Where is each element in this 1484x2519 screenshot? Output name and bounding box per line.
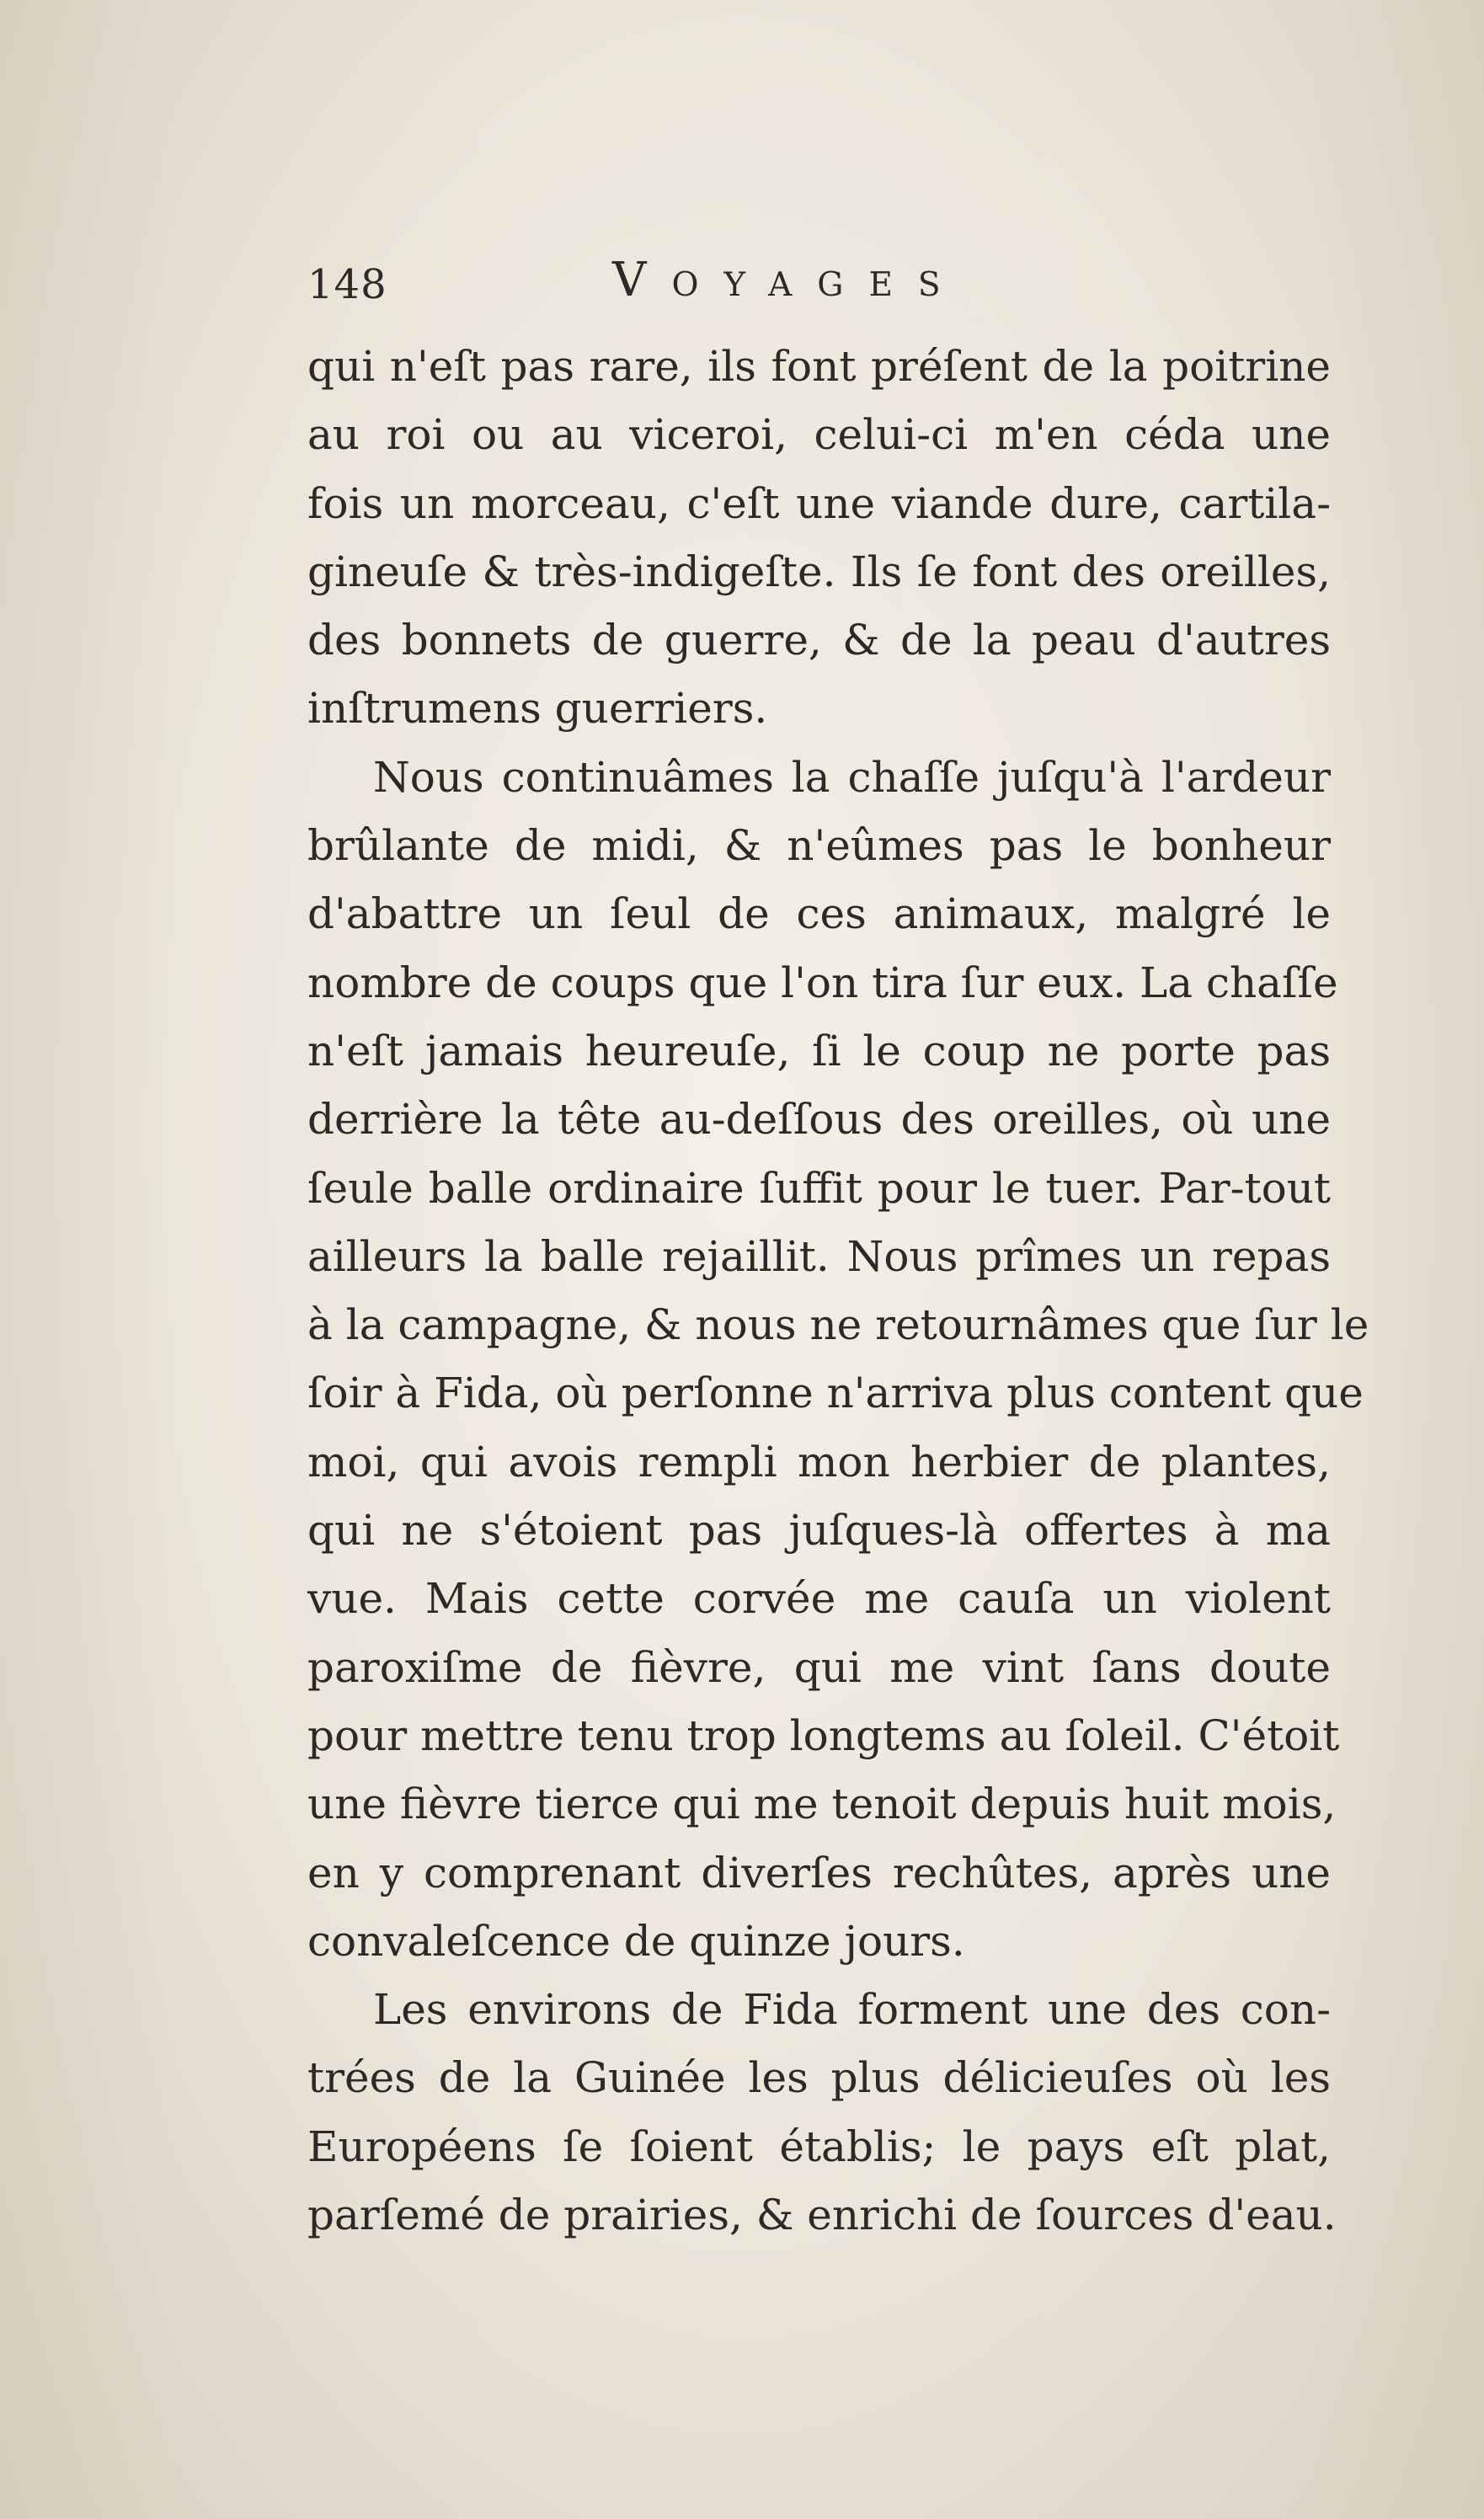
paragraph-3 bbox=[307, 1976, 1337, 2249]
text-line: une fièvre tierce qui me tenoit depuis huit mois, bbox=[307, 1780, 1337, 1829]
text-line: inſtrumens guerriers. bbox=[307, 684, 768, 734]
text-line: convaleſcence de quinze jours. bbox=[307, 1916, 965, 1966]
text-line: au roi ou au viceroi, celui-ci m'en céda une bbox=[307, 410, 1331, 460]
text-line: derrière la tête au-deſſous des oreilles, où une bbox=[307, 1095, 1331, 1145]
paragraph-1 bbox=[307, 333, 1331, 744]
text-line: gineuſe & très-indigeſte. Ils ſe font des oreilles, bbox=[307, 547, 1331, 596]
text-line: fois un morceau, c'eſt une viande dure, cartila- bbox=[307, 478, 1331, 528]
page-header bbox=[307, 253, 1402, 320]
text-line: nombre de coups que l'on tira ſur eux. La chaſſe bbox=[307, 958, 1338, 1007]
text-line: d'abattre un ſeul de ces animaux, malgré le bbox=[307, 889, 1331, 939]
text-line: ſeule balle ordinaire ſuffit pour le tuer. Par-tout bbox=[307, 1163, 1331, 1213]
body-text bbox=[307, 333, 1369, 2249]
text-line: qui n'eſt pas rare, ils font préſent de la poitrine bbox=[307, 342, 1331, 391]
text-line: des bonnets de guerre, & de la peau d'autres bbox=[307, 616, 1331, 665]
text-line: Les environs de Fida forment une des con- bbox=[373, 1985, 1331, 2035]
text-line: Nous continuâmes la chaſſe juſqu'à l'ardeur bbox=[373, 752, 1331, 802]
running-title: Voyages bbox=[612, 253, 966, 307]
text-line: paroxiſme de fièvre, qui me vint ſans doute bbox=[307, 1642, 1331, 1692]
text-line: Européens ſe ſoient établis; le pays eſt plat, bbox=[307, 2121, 1331, 2171]
text-line: ſoir à Fida, où perſonne n'arriva plus content que bbox=[307, 1369, 1364, 1418]
text-line: moi, qui avois rempli mon herbier de plantes, bbox=[307, 1437, 1331, 1486]
text-line: à la campagne, & nous ne retournâmes que ſur le bbox=[307, 1300, 1369, 1350]
text-line: qui ne s'étoient pas juſques-là offertes à ma bbox=[307, 1506, 1331, 1556]
text-line: parſemé de prairies, & enrichi de ſources d'eau. bbox=[307, 2191, 1337, 2240]
paragraph-2 bbox=[307, 744, 1369, 1976]
text-line: vue. Mais cette corvée me cauſa un violent bbox=[307, 1574, 1331, 1624]
text-line: n'eſt jamais heureuſe, ſi le coup ne porte pas bbox=[307, 1026, 1331, 1075]
text-line: pour mettre tenu trop longtems au ſoleil. C'étoit bbox=[307, 1710, 1340, 1760]
text-line: brûlante de midi, & n'eûmes pas le bonheur bbox=[307, 821, 1331, 871]
page-number: 148 bbox=[307, 261, 387, 308]
text-line: trées de la Guinée les plus délicieuſes où les bbox=[307, 2053, 1331, 2103]
text-line: en y comprenant diverſes rechûtes, après une bbox=[307, 1848, 1331, 1897]
text-line: ailleurs la balle rejaillit. Nous prîmes un repas bbox=[307, 1231, 1331, 1281]
